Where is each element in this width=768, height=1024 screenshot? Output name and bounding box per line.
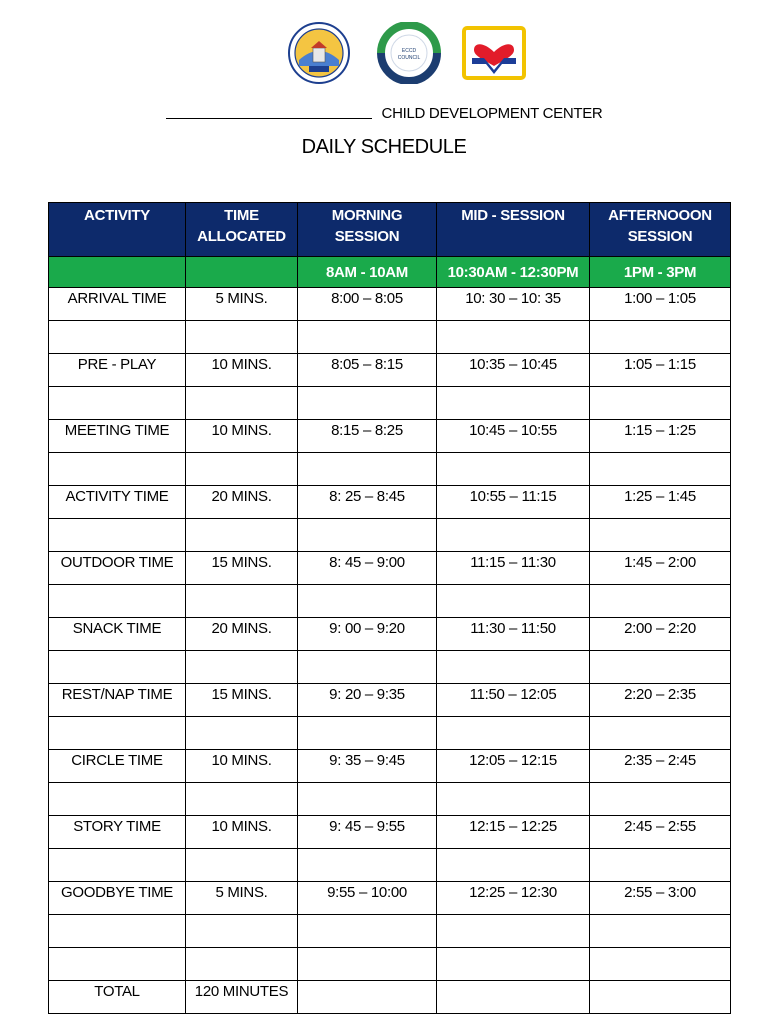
table-cell: 1:05 – 1:15 [590,354,731,387]
table-row [49,453,731,486]
table-cell: REST/NAP TIME [49,684,186,717]
table-cell [298,849,437,882]
table-cell [298,453,437,486]
table-cell [590,519,731,552]
table-cell [186,453,298,486]
table-cell [49,915,186,948]
table-cell: 9: 35 – 9:45 [298,750,437,783]
table-cell [590,849,731,882]
table-row [49,288,731,321]
table-cell: 10 MINS. [186,750,298,783]
table-cell: 10 MINS. [186,816,298,849]
table-cell: 8: 45 – 9:00 [298,552,437,585]
table-cell: 2:45 – 2:55 [590,816,731,849]
table-cell: 20 MINS. [186,486,298,519]
table-cell: 8:15 – 8:25 [298,420,437,453]
table-cell [49,519,186,552]
table-cell [186,915,298,948]
session-time-cell: 10:30AM - 12:30PM [437,257,590,288]
table-cell [590,948,731,981]
table-cell [437,849,590,882]
table-cell [186,948,298,981]
table-cell: 9: 20 – 9:35 [298,684,437,717]
table-row [49,651,731,684]
table-cell [590,453,731,486]
table-cell: 11:15 – 11:30 [437,552,590,585]
table-cell [437,717,590,750]
table-cell: MEETING TIME [49,420,186,453]
table-row [49,750,731,783]
table-cell: 9:55 – 10:00 [298,882,437,915]
table-cell [437,321,590,354]
table-cell [298,387,437,420]
mid-session-header [437,203,590,257]
header-text-line: SESSION [627,228,693,245]
session-times-row [49,257,731,288]
table-cell: 10 MINS. [186,420,298,453]
center-name-label: CHILD DEVELOPMENT CENTER [381,105,603,122]
logo-bar [0,20,768,84]
table-row [49,321,731,354]
header-text-line: SESSION [334,228,400,245]
table-cell: 8:05 – 8:15 [298,354,437,387]
table-cell [590,915,731,948]
table-cell [298,915,437,948]
table-row [49,915,731,948]
table-cell [186,717,298,750]
table-cell [49,321,186,354]
table-cell [186,849,298,882]
table-cell: 1:15 – 1:25 [590,420,731,453]
table-cell [186,585,298,618]
table-cell [49,783,186,816]
table-row [49,585,731,618]
table-cell [49,717,186,750]
table-cell: 1:45 – 2:00 [590,552,731,585]
city-of-imus-seal [285,22,353,84]
table-cell: 10: 30 – 10: 35 [437,288,590,321]
document-title: DAILY SCHEDULE [301,136,467,158]
table-cell: ACTIVITY TIME [49,486,186,519]
table-cell: 11:50 – 12:05 [437,684,590,717]
table-cell [186,651,298,684]
table-cell [298,717,437,750]
table-cell: 15 MINS. [186,552,298,585]
table-cell: 120 MINUTES [186,981,298,1014]
session-time-cell [186,257,298,288]
table-cell: SNACK TIME [49,618,186,651]
table-cell [186,519,298,552]
table-cell [437,981,590,1014]
table-cell [298,321,437,354]
table-cell [49,948,186,981]
header-text-line: TIME [224,207,259,224]
table-cell [298,981,437,1014]
table-row [49,486,731,519]
table-row [49,354,731,387]
table-cell [590,717,731,750]
table-row [49,783,731,816]
table-cell [49,585,186,618]
table-cell [437,387,590,420]
table-cell [298,783,437,816]
morning-session-header [298,203,437,257]
table-row [49,717,731,750]
table-row [49,849,731,882]
table-cell: 1:00 – 1:05 [590,288,731,321]
table-cell: 12:05 – 12:15 [437,750,590,783]
session-time-cell: 8AM - 10AM [298,257,437,288]
table-cell [590,651,731,684]
table-cell [590,585,731,618]
table-cell [186,321,298,354]
table-row [49,387,731,420]
table-cell [590,387,731,420]
table-cell [298,585,437,618]
table-row [49,684,731,717]
table-cell: GOODBYE TIME [49,882,186,915]
table-cell: 9: 45 – 9:55 [298,816,437,849]
table-cell [298,948,437,981]
table-cell [49,849,186,882]
table-cell: 10 MINS. [186,354,298,387]
eccd-council-logo [376,22,442,84]
table-cell [590,321,731,354]
table-cell [437,915,590,948]
table-cell: 2:20 – 2:35 [590,684,731,717]
session-time-cell: 1PM - 3PM [590,257,731,288]
table-cell: 2:35 – 2:45 [590,750,731,783]
table-cell [186,783,298,816]
table-cell [437,651,590,684]
dswd-logo [462,26,526,80]
time-allocated-header [186,203,298,257]
table-cell: 1:25 – 1:45 [590,486,731,519]
header-text-line: MID - SESSION [461,207,565,224]
table-row [49,618,731,651]
table-row [49,882,731,915]
table-cell: 10:45 – 10:55 [437,420,590,453]
table-cell: 12:15 – 12:25 [437,816,590,849]
header-text-line: ACTIVITY [84,207,150,224]
table-row [49,420,731,453]
table-cell: CIRCLE TIME [49,750,186,783]
table-cell: 2:00 – 2:20 [590,618,731,651]
table-cell [437,453,590,486]
table-row [49,948,731,981]
table-cell [186,387,298,420]
table-cell: 15 MINS. [186,684,298,717]
table-row [49,816,731,849]
table-cell: PRE - PLAY [49,354,186,387]
center-name-blank[interactable] [166,104,372,119]
table-cell: 20 MINS. [186,618,298,651]
activity-header [49,203,186,257]
table-cell: TOTAL [49,981,186,1014]
daily-schedule-table [48,202,731,1014]
session-time-cell [49,257,186,288]
table-cell [298,651,437,684]
svg-text:COUNCIL: COUNCIL [397,55,421,61]
table-cell [298,519,437,552]
table-cell: 12:25 – 12:30 [437,882,590,915]
table-cell: 5 MINS. [186,288,298,321]
table-cell: 8:00 – 8:05 [298,288,437,321]
table-cell: 5 MINS. [186,882,298,915]
table-cell [49,453,186,486]
table-cell: 10:55 – 11:15 [437,486,590,519]
table-row [49,519,731,552]
table-cell: 2:55 – 3:00 [590,882,731,915]
table-cell [437,948,590,981]
table-cell [49,651,186,684]
center-name-line [0,104,768,122]
table-cell: 10:35 – 10:45 [437,354,590,387]
table-cell: ARRIVAL TIME [49,288,186,321]
header-text-line: MORNING [331,207,403,224]
table-cell: 8: 25 – 8:45 [298,486,437,519]
table-header-row [49,203,731,257]
svg-text:ECCD: ECCD [401,48,417,54]
table-row [49,981,731,1014]
afternoon-session-header [590,203,731,257]
header-text-line: AFTERNOOON [608,207,712,224]
table-cell [49,387,186,420]
table-cell: 11:30 – 11:50 [437,618,590,651]
table-cell: STORY TIME [49,816,186,849]
table-cell [437,585,590,618]
table-cell: OUTDOOR TIME [49,552,186,585]
table-row [49,552,731,585]
table-cell: 9: 00 – 9:20 [298,618,437,651]
table-cell [590,981,731,1014]
table-cell [437,519,590,552]
table-cell [590,783,731,816]
table-cell [437,783,590,816]
header-text-line: ALLOCATED [197,228,286,245]
